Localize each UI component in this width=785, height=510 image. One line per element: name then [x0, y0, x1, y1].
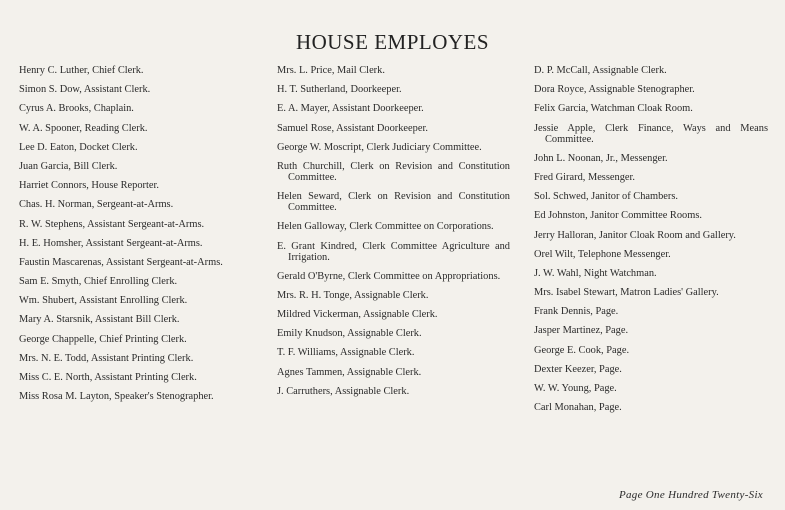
employee-entry: H. E. Homsher, Assistant Sergeant-at-Arms. — [19, 237, 203, 249]
employee-entry: Mrs. L. Price, Mail Clerk. — [277, 65, 385, 76]
employee-entry: Lee D. Eaton, Docket Clerk. — [19, 141, 138, 153]
employee-entry: Chas. H. Norman, Sergeant-at-Arms. — [19, 199, 174, 211]
employee-entry: J. W. Wahl, Night Watchman. — [534, 267, 657, 279]
employee-entry: Orel Wilt, Telephone Messenger. — [534, 248, 671, 260]
employee-entry: E. A. Mayer, Assistant Doorkeeper. — [277, 103, 424, 115]
employee-entry: Mrs. Isabel Stewart, Matron Ladies' Gallery. — [534, 287, 719, 299]
employee-entry: George W. Moscript, Clerk Judiciary Committee. — [277, 141, 482, 153]
employee-entry: Mildred Vickerman, Assignable Clerk. — [277, 309, 438, 321]
employee-entry: Cyrus A. Brooks, Chaplain. — [19, 103, 134, 115]
employee-entry: George E. Cook, Page. — [534, 344, 630, 356]
employee-column-3 — [534, 65, 768, 421]
employee-entry: Dora Royce, Assignable Stenographer. — [534, 84, 695, 96]
page-title: HOUSE EMPLOYES — [295, 30, 490, 54]
employee-entry: Fred Girard, Messenger. — [534, 171, 635, 183]
employee-entry: Jessie Apple, Clerk Finance, Ways and Means Committee. — [534, 122, 768, 145]
employee-entry: Emily Knudson, Assignable Clerk. — [277, 328, 422, 340]
employee-entry: H. T. Sutherland, Doorkeeper. — [277, 84, 402, 96]
employee-entry: Harriet Connors, House Reporter. — [19, 180, 159, 192]
employee-column-1 — [19, 65, 259, 410]
employee-entry: Mrs. R. H. Tonge, Assignable Clerk. — [277, 289, 429, 301]
employee-entry: Henry C. Luther, Chief Clerk. — [19, 65, 144, 76]
employee-entry: T. F. Williams, Assignable Clerk. — [277, 347, 415, 359]
employee-entry: Mary A. Starsnik, Assistant Bill Clerk. — [19, 314, 180, 326]
employee-entry: R. W. Stephens, Assistant Sergeant-at-Arms. — [19, 218, 205, 230]
employee-entry: Agnes Tammen, Assignable Clerk. — [277, 366, 422, 378]
employee-entry: Carl Monahan, Page. — [534, 402, 622, 414]
employee-entry: Jerry Halloran, Janitor Cloak Room and Gallery. — [534, 229, 736, 241]
employee-entry: Jasper Martinez, Page. — [534, 325, 629, 337]
employee-entry: Miss C. E. North, Assistant Printing Clerk. — [19, 372, 197, 383]
employee-entry: Dexter Keezer, Page. — [534, 363, 622, 375]
employee-entry: George Chappelle, Chief Printing Clerk. — [19, 333, 187, 345]
employee-entry: Felix Garcia, Watchman Cloak Room. — [534, 103, 693, 115]
employee-entry: Ed Johnston, Janitor Committee Rooms. — [534, 210, 702, 222]
employee-entry: J. Carruthers, Assignable Clerk. — [277, 385, 410, 397]
employee-entry: John L. Noonan, Jr., Messenger. — [534, 152, 668, 164]
employee-entry: W. W. Young, Page. — [534, 383, 617, 394]
employee-entry: Juan Garcia, Bill Clerk. — [19, 160, 118, 172]
employee-entry: Wm. Shubert, Assistant Enrolling Clerk. — [19, 295, 188, 307]
employee-entry: Helen Seward, Clerk on Revision and Constitution Committee. — [277, 191, 510, 214]
employee-entry: Ruth Churchill, Clerk on Revision and Constitution Committee. — [277, 160, 510, 183]
employee-entry: Sam E. Smyth, Chief Enrolling Clerk. — [19, 276, 178, 288]
page-footer: Page One Hundred Twenty-Six — [618, 489, 763, 501]
employee-entry: Sol. Schwed, Janitor of Chambers. — [534, 191, 679, 203]
employee-entry: E. Grant Kindred, Clerk Committee Agriculture and Irrigation. — [277, 240, 510, 263]
employee-entry: Helen Galloway, Clerk Committee on Corporations. — [277, 221, 494, 233]
employee-entry: Faustin Mascarenas, Assistant Sergeant-at-Arms. — [19, 256, 223, 268]
employee-entry: D. P. McCall, Assignable Clerk. — [534, 65, 667, 76]
employee-entry: Miss Rosa M. Layton, Speaker's Stenographer. — [19, 391, 214, 403]
employee-entry: W. A. Spooner, Reading Clerk. — [19, 122, 148, 134]
employee-entry: Simon S. Dow, Assistant Clerk. — [19, 84, 151, 96]
employee-entry: Samuel Rose, Assistant Doorkeeper. — [277, 122, 428, 134]
employee-entry: Gerald O'Byrne, Clerk Committee on Appropriations. — [277, 270, 501, 282]
employee-entry: Mrs. N. E. Todd, Assistant Printing Clerk. — [19, 352, 194, 364]
employee-entry: Frank Dennis, Page. — [534, 306, 619, 318]
employee-column-2 — [277, 65, 510, 405]
